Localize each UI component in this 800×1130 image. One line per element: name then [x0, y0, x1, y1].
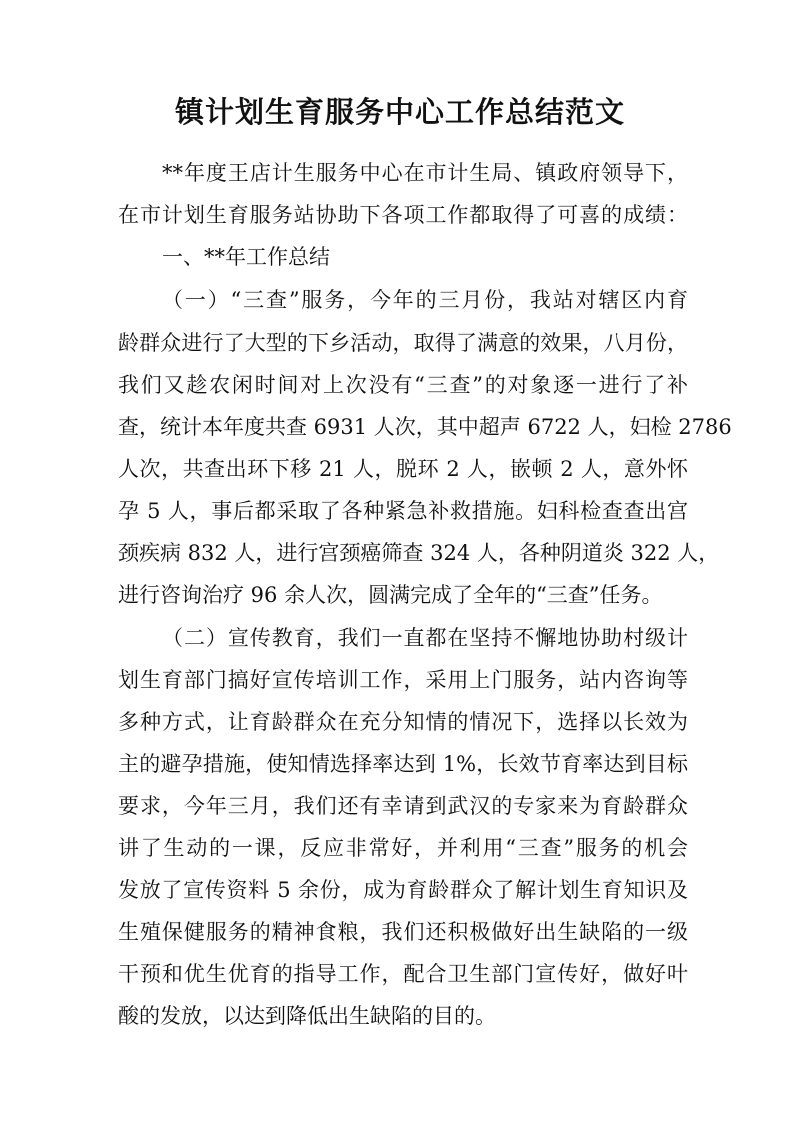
paragraph-line: 划生育部门搞好宣传培训工作，采用上门服务，站内咨询等	[118, 668, 688, 692]
paragraph-line: 主的避孕措施，使知情选择率达到 1%，长效节育率达到目标	[118, 752, 688, 776]
paragraph-line: （二）宣传教育，我们一直都在坚持不懈地协助村级计	[162, 626, 688, 650]
paragraph-line: 发放了宣传资料 5 余份，成为育龄群众了解计划生育知识及	[118, 878, 688, 902]
paragraph-line: **年度王店计生服务中心在市计生局、镇政府领导下，	[162, 161, 688, 185]
paragraph-line: 进行咨询治疗 96 余人次，圆满完成了全年的“三查”任务。	[118, 583, 663, 607]
paragraph-line: 颈疾病 832 人，进行宫颈癌筛查 324 人，各种阴道炎 322 人，	[118, 541, 720, 565]
paragraph-line: 查，统计本年度共查 6931 人次，其中超声 6722 人，妇检 2786	[118, 415, 732, 439]
paragraph-line: 多种方式，让育龄群众在充分知情的情况下，选择以长效为	[118, 710, 688, 734]
paragraph-line: 要求，今年三月，我们还有幸请到武汉的专家来为育龄群众	[118, 794, 688, 818]
paragraph-line: 孕 5 人，事后都采取了各种紧急补救措施。妇科检查查出宫	[118, 499, 688, 523]
paragraph-line: 干预和优生优育的指导工作，配合卫生部门宣传好，做好叶	[118, 962, 688, 986]
paragraph-line: 人次，共查出环下移 21 人，脱环 2 人，嵌顿 2 人，意外怀	[118, 457, 688, 481]
paragraph-line: 酸的发放，以达到降低出生缺陷的目的。	[118, 1004, 496, 1028]
document-title: 镇计划生育服务中心工作总结范文	[174, 95, 625, 129]
section-heading: 一、**年工作总结	[162, 245, 330, 269]
paragraph-line: 我们又趁农闲时间对上次没有“三查”的对象逐一进行了补	[118, 373, 688, 397]
paragraph-line: （一）“三查”服务，今年的三月份，我站对辖区内育	[162, 288, 688, 312]
paragraph-line: 生殖保健服务的精神食粮，我们还积极做好出生缺陷的一级	[118, 920, 688, 944]
paragraph-line: 讲了生动的一课，反应非常好，并利用“三查”服务的机会	[118, 836, 688, 860]
paragraph-line: 龄群众进行了大型的下乡活动，取得了满意的效果，八月份，	[118, 331, 688, 355]
paragraph-line: 在市计划生育服务站协助下各项工作都取得了可喜的成绩：	[118, 203, 688, 227]
